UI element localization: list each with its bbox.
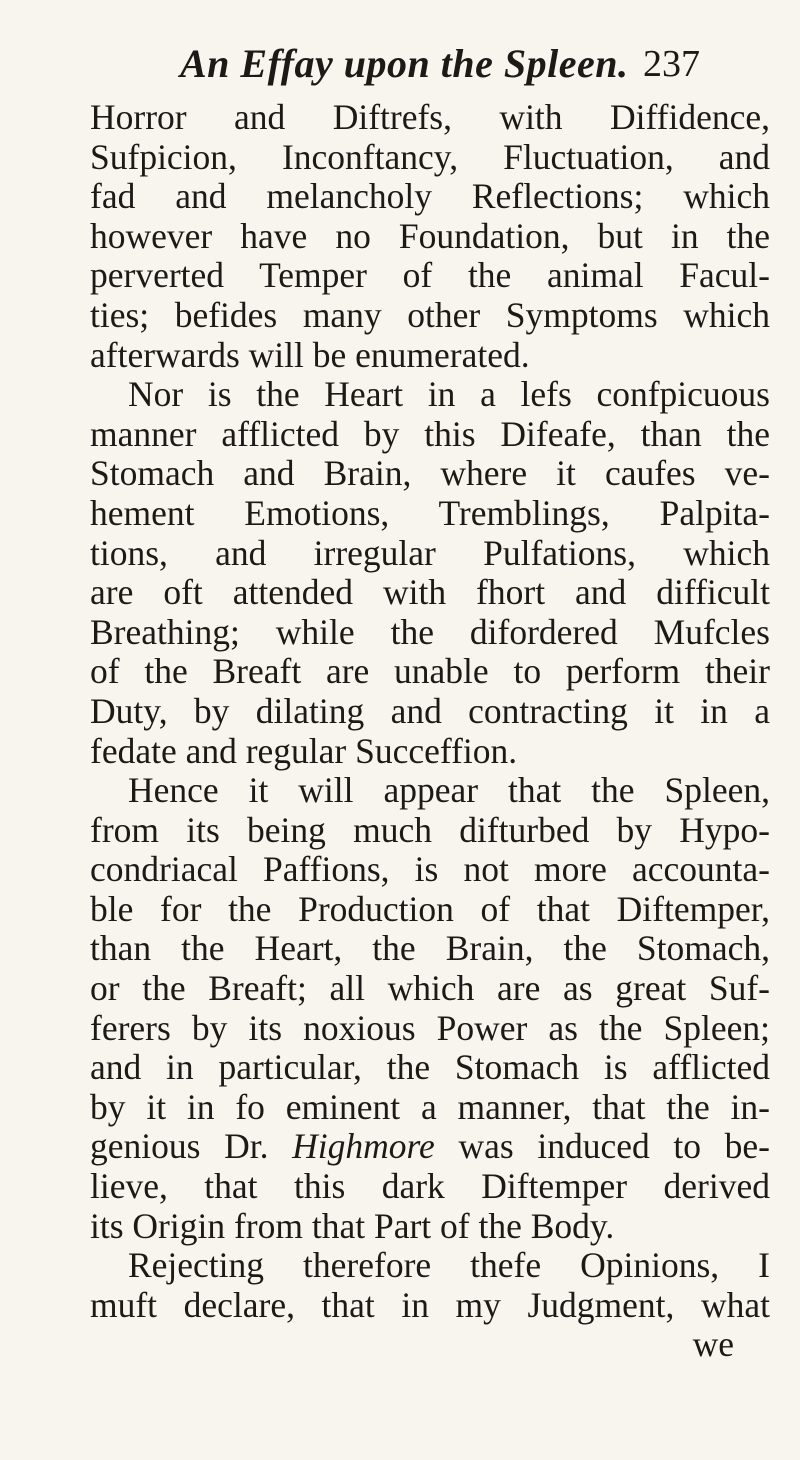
text-line: ble for the Production of that Diftemper, <box>90 888 770 929</box>
text-line: Breathing; while the difordered Mufcles <box>90 611 770 652</box>
text-line: perverted Temper of the animal Facul- <box>90 255 770 296</box>
text-line: from its being much difturbed by Hypo- <box>90 809 770 850</box>
text-line: Horror and Diftrefs, with Diffidence, <box>90 97 770 137</box>
text-line: its Origin from that Part of the Body. <box>90 1205 615 1246</box>
catch-word: we <box>692 1324 734 1365</box>
text-line: Rejecting therefore thefe Opinions, I <box>128 1245 770 1286</box>
text-segment: was induced to be- <box>434 1126 771 1167</box>
text-line: fedate and regular Succeffion. <box>90 730 518 771</box>
italic-name: Highmore <box>292 1126 435 1167</box>
text-line: of the Breaft are unable to perform their <box>90 651 770 692</box>
text-line: than the Heart, the Brain, the Stomach, <box>90 928 770 969</box>
page-header <box>180 40 700 96</box>
text-line: Nor is the Heart in a lefs confpicuous <box>128 374 770 415</box>
body-text <box>90 98 770 1365</box>
text-line: fad and melancholy Reflections; which <box>90 176 770 217</box>
text-line: muft declare, that in my Judgment, what <box>90 1284 770 1325</box>
text-line: are oft attended with fhort and difficult <box>90 572 770 613</box>
text-line: manner afflicted by this Difeafe, than the <box>90 413 770 454</box>
text-line: lieve, that this dark Diftemper derived <box>90 1166 770 1207</box>
text-line: ferers by its noxious Power as the Spleen; <box>90 1007 770 1048</box>
running-title: An Effay upon the Spleen. <box>180 41 629 86</box>
text-line: Sufpicion, Inconftancy, Fluctuation, and <box>90 136 770 177</box>
text-line: afterwards will be enumerated. <box>90 334 530 375</box>
text-line: Hence it will appear that the Spleen, <box>128 770 770 811</box>
text-line: or the Breaft; all which are as great Suf- <box>90 968 770 1009</box>
page-number: 237 <box>643 43 700 85</box>
text-line: and in particular, the Stomach is afflicted <box>90 1047 770 1088</box>
text-line: hement Emotions, Tremblings, Palpita- <box>90 492 770 533</box>
text-line: Duty, by dilating and contracting it in a <box>90 690 770 731</box>
text-line: condriacal Paffions, is not more accounta- <box>90 849 770 890</box>
text-segment: genious Dr. <box>90 1126 293 1167</box>
text-line: ties; befides many other Symptoms which <box>90 294 770 335</box>
text-line: however have no Foundation, but in the <box>90 215 770 256</box>
text-line <box>90 1127 770 1167</box>
text-line: tions, and irregular Pulfations, which <box>90 532 770 573</box>
text-line: by it in fo eminent a manner, that the in- <box>90 1086 770 1127</box>
text-line: Stomach and Brain, where it caufes ve- <box>90 453 770 494</box>
